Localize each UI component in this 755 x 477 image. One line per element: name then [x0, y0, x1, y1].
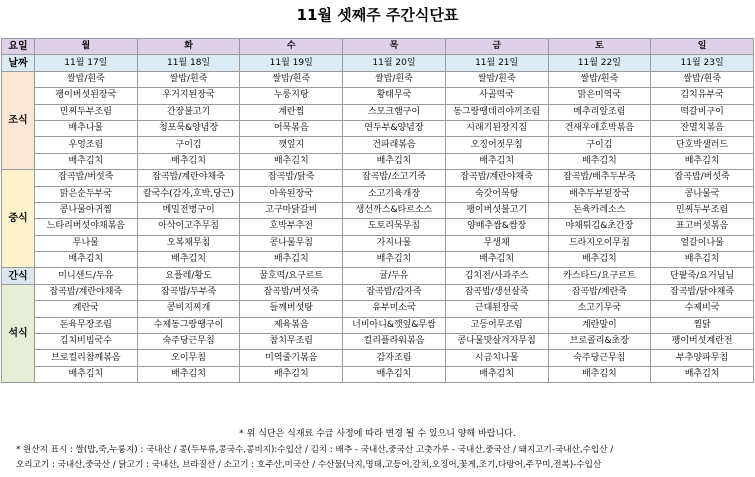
- dinner-menu-cell: 근대된장국: [445, 301, 548, 317]
- date-cell: 11월 23일: [651, 55, 754, 71]
- dinner-menu-cell: 고등어무조림: [445, 317, 548, 333]
- lunch-menu-cell: 잡곡밥/소고기죽: [343, 170, 446, 186]
- dinner-menu-cell: 너비아니&깻잎&무쌈: [343, 317, 446, 333]
- breakfast-menu-cell: 계란찜: [240, 104, 343, 120]
- lunch-row: [2, 252, 754, 268]
- dinner-menu-cell: 배추김치: [445, 366, 548, 382]
- day-header: 일: [651, 39, 754, 55]
- lunch-menu-cell: 콩나물무침: [240, 235, 343, 251]
- breakfast-menu-cell: 어묵볶음: [240, 120, 343, 136]
- dinner-menu-cell: 콩나물맛살겨자무침: [445, 334, 548, 350]
- breakfast-menu-cell: 우엉조림: [35, 137, 138, 153]
- dinner-menu-cell: 숙주당근무침: [548, 350, 651, 366]
- breakfast-menu-cell: 건새우애호박볶음: [548, 120, 651, 136]
- lunch-section: [2, 170, 754, 268]
- dinner-menu-cell: 잡곡밥/계란죽: [548, 284, 651, 300]
- dinner-row: [2, 284, 754, 300]
- breakfast-menu-cell: 메추리알조림: [548, 104, 651, 120]
- weekday-header-row: [2, 39, 754, 55]
- breakfast-menu-cell: 잔멸치볶음: [651, 120, 754, 136]
- lunch-menu-cell: 배추김치: [35, 252, 138, 268]
- breakfast-menu-cell: 배추김치: [445, 153, 548, 169]
- dinner-menu-cell: 감자조림: [343, 350, 446, 366]
- breakfast-menu-cell: 맑은미역국: [548, 88, 651, 104]
- snack-label: 간식: [2, 268, 35, 284]
- date-row: [2, 55, 754, 71]
- date-cell: 11월 18일: [137, 55, 240, 71]
- lunch-menu-cell: 배추김치: [651, 252, 754, 268]
- breakfast-row: [2, 137, 754, 153]
- breakfast-row: [2, 153, 754, 169]
- dinner-menu-cell: 잡곡밥/감자죽: [343, 284, 446, 300]
- dinner-menu-cell: 제육볶음: [240, 317, 343, 333]
- date-cell: 11월 20일: [343, 55, 446, 71]
- lunch-row: [2, 235, 754, 251]
- lunch-row: [2, 186, 754, 202]
- breakfast-menu-cell: 배추김치: [651, 153, 754, 169]
- lunch-menu-cell: 숙갓어묵탕: [445, 186, 548, 202]
- snack-cell: 단팥죽/요거님님: [651, 268, 754, 284]
- dinner-menu-cell: 참치무조림: [240, 334, 343, 350]
- lunch-menu-cell: 얼갈이나물: [651, 235, 754, 251]
- lunch-menu-cell: 배추김치: [137, 252, 240, 268]
- breakfast-section: [2, 71, 754, 169]
- snack-cell: 귤/두유: [343, 268, 446, 284]
- lunch-menu-cell: 콩나물아귀찜: [35, 202, 138, 218]
- dinner-menu-cell: 오이무침: [137, 350, 240, 366]
- menu-title: 11월 셋째주 주간식단표: [296, 6, 459, 24]
- breakfast-menu-cell: 팽이버섯된장국: [35, 88, 138, 104]
- dinner-menu-cell: 컬리플라워볶음: [343, 334, 446, 350]
- date-row-label: 날짜: [2, 55, 35, 71]
- lunch-menu-cell: 콩나물국: [651, 186, 754, 202]
- lunch-menu-cell: 돈육카레소스: [548, 202, 651, 218]
- date-cell: 11월 21일: [445, 55, 548, 71]
- dinner-menu-cell: 들깨버섯탕: [240, 301, 343, 317]
- dinner-label: 석식: [2, 284, 35, 382]
- dinner-row: [2, 317, 754, 333]
- breakfast-row: [2, 104, 754, 120]
- breakfast-menu-cell: 쌀밥/흰죽: [137, 71, 240, 87]
- dinner-menu-cell: 잡곡밥/닭야채죽: [651, 284, 754, 300]
- breakfast-menu-cell: 쌀밥/흰죽: [445, 71, 548, 87]
- lunch-menu-cell: 표고버섯볶음: [651, 219, 754, 235]
- lunch-menu-cell: 배추두부된장국: [548, 186, 651, 202]
- snack-cell: 미니샌드/두유: [35, 268, 138, 284]
- dinner-menu-cell: 잡곡밥/버섯죽: [240, 284, 343, 300]
- breakfast-menu-cell: 쌀밥/흰죽: [343, 71, 446, 87]
- dinner-menu-cell: 찜닭: [651, 317, 754, 333]
- breakfast-menu-cell: 배추나물: [35, 120, 138, 136]
- dinner-menu-cell: 배추김치: [343, 366, 446, 382]
- dinner-menu-cell: 팽이버섯계란전: [651, 334, 754, 350]
- lunch-menu-cell: 잡곡밥/버섯죽: [35, 170, 138, 186]
- lunch-menu-cell: 잡곡밥/버섯죽: [651, 170, 754, 186]
- breakfast-menu-cell: 구이김: [137, 137, 240, 153]
- dinner-menu-cell: 김치비빔국수: [35, 334, 138, 350]
- breakfast-menu-cell: 구이김: [548, 137, 651, 153]
- breakfast-menu-cell: 민찌두부조림: [35, 104, 138, 120]
- dinner-menu-cell: 배추김치: [240, 366, 343, 382]
- breakfast-menu-cell: 단호박샐러드: [651, 137, 754, 153]
- lunch-row: [2, 202, 754, 218]
- breakfast-menu-cell: 황태무국: [343, 88, 446, 104]
- lunch-menu-cell: 야채튀김&초간장: [548, 219, 651, 235]
- breakfast-menu-cell: 배추김치: [240, 153, 343, 169]
- breakfast-menu-cell: 쌀밥/흰죽: [548, 71, 651, 87]
- lunch-menu-cell: 고구마닭갈비: [240, 202, 343, 218]
- lunch-menu-cell: 아삭이고추무침: [137, 219, 240, 235]
- date-cell: 11월 17일: [35, 55, 138, 71]
- lunch-menu-cell: 도토리묵무침: [343, 219, 446, 235]
- breakfast-row: [2, 120, 754, 136]
- lunch-menu-cell: 호박부추전: [240, 219, 343, 235]
- lunch-menu-cell: 메밀전병구이: [137, 202, 240, 218]
- weekday-row-label: 요일: [2, 39, 35, 55]
- lunch-menu-cell: 아욱된장국: [240, 186, 343, 202]
- breakfast-menu-cell: 쌀밥/흰죽: [35, 71, 138, 87]
- lunch-menu-cell: 드라지오이무침: [548, 235, 651, 251]
- snack-row: [2, 268, 754, 284]
- dinner-menu-cell: 부추양파무침: [651, 350, 754, 366]
- dinner-menu-cell: 수제비국: [651, 301, 754, 317]
- breakfast-menu-cell: 청포묵&양념장: [137, 120, 240, 136]
- dinner-menu-cell: 브로컬리참깨볶음: [35, 350, 138, 366]
- day-header: 월: [35, 39, 138, 55]
- breakfast-menu-cell: 떡갈비구이: [651, 104, 754, 120]
- day-header: 화: [137, 39, 240, 55]
- breakfast-menu-cell: 우거지된장국: [137, 88, 240, 104]
- lunch-menu-cell: 배추김치: [548, 252, 651, 268]
- lunch-menu-cell: 칼국수(감자,호박,당근): [137, 186, 240, 202]
- dinner-menu-cell: 유부미소국: [343, 301, 446, 317]
- lunch-menu-cell: 배추김치: [240, 252, 343, 268]
- lunch-menu-cell: 맑은순두부국: [35, 186, 138, 202]
- dinner-row: [2, 366, 754, 382]
- dinner-menu-cell: 시금치나물: [445, 350, 548, 366]
- breakfast-menu-cell: 오징어젓무침: [445, 137, 548, 153]
- dinner-menu-cell: 계란말이: [548, 317, 651, 333]
- lunch-menu-cell: 배추김치: [445, 252, 548, 268]
- lunch-menu-cell: 양배추쌈&쌈장: [445, 219, 548, 235]
- lunch-row: [2, 170, 754, 186]
- dinner-menu-cell: 배추김치: [137, 366, 240, 382]
- snack-cell: 요플레/황도: [137, 268, 240, 284]
- breakfast-menu-cell: 스모크햄구이: [343, 104, 446, 120]
- dinner-menu-cell: 잡곡밥/생선살죽: [445, 284, 548, 300]
- dinner-menu-cell: 브로콜리&초장: [548, 334, 651, 350]
- notice-text: * 위 식단은 식재료 수급 사정에 따라 변경 될 수 있으니 양해 바랍니다.: [239, 429, 516, 439]
- breakfast-row: [2, 71, 754, 87]
- dinner-menu-cell: 배추김치: [35, 366, 138, 382]
- lunch-label: 중식: [2, 170, 35, 268]
- dinner-row: [2, 350, 754, 366]
- weekly-menu-table: [1, 38, 754, 383]
- day-header: 토: [548, 39, 651, 55]
- snack-cell: 카스타드/요구르트: [548, 268, 651, 284]
- day-header: 금: [445, 39, 548, 55]
- day-header: 수: [240, 39, 343, 55]
- breakfast-label: 조식: [2, 71, 35, 169]
- dinner-menu-cell: 수제동그랑땡구이: [137, 317, 240, 333]
- dinner-menu-cell: 잡곡밥/계란야채죽: [35, 284, 138, 300]
- dinner-menu-cell: 배추김치: [548, 366, 651, 382]
- breakfast-menu-cell: 배추김치: [343, 153, 446, 169]
- dinner-menu-cell: 계란국: [35, 301, 138, 317]
- breakfast-menu-cell: 배추김치: [35, 153, 138, 169]
- breakfast-menu-cell: 쌀밥/흰죽: [651, 71, 754, 87]
- breakfast-menu-cell: 사골떡국: [445, 88, 548, 104]
- lunch-menu-cell: 무생채: [445, 235, 548, 251]
- dinner-menu-cell: 미역줄기볶음: [240, 350, 343, 366]
- dinner-menu-cell: 배추김치: [651, 366, 754, 382]
- origin-line: * 원산지 표시 : 쌀(밥,죽,누룽지) : 국내산 / 콩(두부류,콩국수,콩비지):수입산 / 김치 : 배추 - 국내산,중국산 고춧가루 - 국내산,중국산 / 돼지고기-국내산,수입산 /: [16, 445, 614, 455]
- lunch-menu-cell: 잡곡밥/계란야채죽: [137, 170, 240, 186]
- lunch-menu-cell: 잡곡밥/배추두부죽: [548, 170, 651, 186]
- lunch-menu-cell: 느타리버섯야채볶음: [35, 219, 138, 235]
- lunch-menu-cell: 잡곡밥/계란야채죽: [445, 170, 548, 186]
- dinner-row: [2, 334, 754, 350]
- lunch-menu-cell: 가지나물: [343, 235, 446, 251]
- dinner-row: [2, 301, 754, 317]
- breakfast-menu-cell: 동그랑땡데리야끼조림: [445, 104, 548, 120]
- dinner-menu-cell: 콩비지찌개: [137, 301, 240, 317]
- breakfast-menu-cell: 쌀밥/흰죽: [240, 71, 343, 87]
- lunch-menu-cell: 생선까스&타르소스: [343, 202, 446, 218]
- dinner-section: [2, 284, 754, 382]
- breakfast-menu-cell: 간장불고기: [137, 104, 240, 120]
- lunch-menu-cell: 잡곡밥/닭죽: [240, 170, 343, 186]
- lunch-menu-cell: 팽이버섯불고기: [445, 202, 548, 218]
- breakfast-menu-cell: 배추김치: [137, 153, 240, 169]
- breakfast-menu-cell: 건파래볶음: [343, 137, 446, 153]
- breakfast-menu-cell: 깻잎지: [240, 137, 343, 153]
- breakfast-menu-cell: 배추김치: [548, 153, 651, 169]
- date-cell: 11월 19일: [240, 55, 343, 71]
- dinner-menu-cell: 돈육무장조림: [35, 317, 138, 333]
- breakfast-menu-cell: 누룽지탕: [240, 88, 343, 104]
- day-header: 목: [343, 39, 446, 55]
- lunch-menu-cell: 무나물: [35, 235, 138, 251]
- date-cell: 11월 22일: [548, 55, 651, 71]
- lunch-menu-cell: 민찌두부조림: [651, 202, 754, 218]
- lunch-row: [2, 219, 754, 235]
- breakfast-row: [2, 88, 754, 104]
- dinner-menu-cell: 소고기무국: [548, 301, 651, 317]
- breakfast-menu-cell: 김치유부국: [651, 88, 754, 104]
- lunch-menu-cell: 소고기육개장: [343, 186, 446, 202]
- snack-cell: 김치전/사과주스: [445, 268, 548, 284]
- lunch-menu-cell: 오복채무침: [137, 235, 240, 251]
- snack-cell: 꿀호떡/요구르트: [240, 268, 343, 284]
- dinner-menu-cell: 숙주당근무침: [137, 334, 240, 350]
- breakfast-menu-cell: 연두부&양념장: [343, 120, 446, 136]
- origin-line: 오리고기 : 국내산,중국산 / 닭고기 : 국내산, 브라질산 / 소고기 : 호주산,미국산 / 수산물(낙지,명태,고등어,갈치,오징어,꽃게,조기,다랑어,주꾸미,전복)-수입산: [16, 460, 602, 470]
- dinner-menu-cell: 잡곡밥/두부죽: [137, 284, 240, 300]
- origin-info: [16, 443, 746, 473]
- lunch-menu-cell: 배추김치: [343, 252, 446, 268]
- breakfast-menu-cell: 시래기된장지짐: [445, 120, 548, 136]
